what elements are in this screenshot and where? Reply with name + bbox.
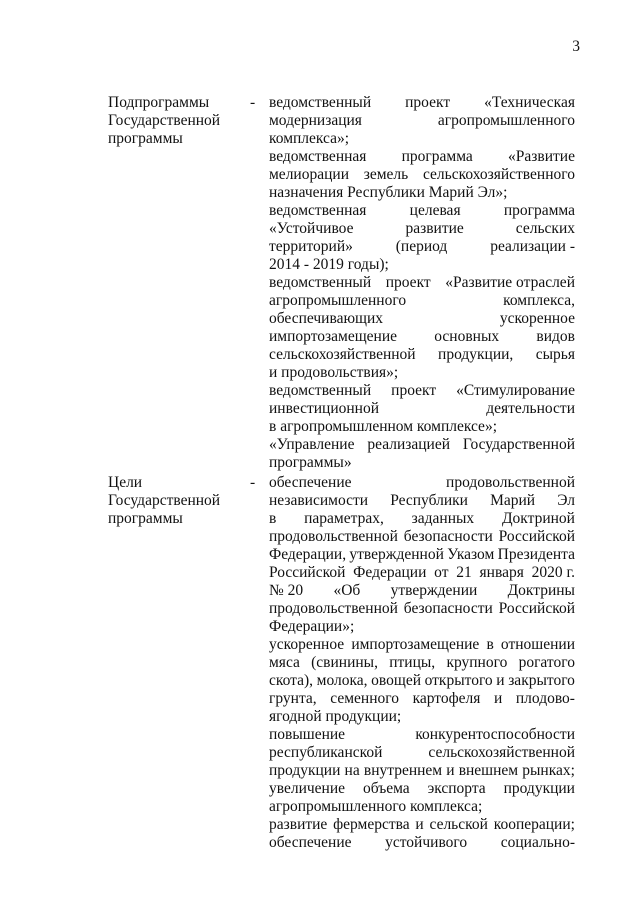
word: экспорта <box>427 780 486 797</box>
word: обеспечение <box>269 834 352 851</box>
word: «Техническая <box>484 94 575 111</box>
word: видов <box>536 328 575 345</box>
word: безопасности <box>403 528 493 545</box>
word: на <box>344 762 360 779</box>
text-line <box>269 546 575 564</box>
word: комплекса, <box>503 292 575 309</box>
word: открытого <box>424 672 493 689</box>
word: мелиорации <box>269 166 349 183</box>
word: семенного <box>330 690 399 707</box>
word: (свинины, <box>311 654 378 671</box>
word: развитие <box>405 220 464 237</box>
word: программа <box>503 202 575 219</box>
word: заданных <box>411 510 475 527</box>
label-line: программы <box>108 510 183 527</box>
text-line <box>269 220 575 238</box>
text-line <box>269 112 575 130</box>
word: грунта, <box>269 690 317 707</box>
word: сельской <box>429 816 488 833</box>
text-line <box>269 148 575 166</box>
word: продукции <box>503 780 575 797</box>
text-line <box>269 708 575 726</box>
text-line <box>269 510 575 528</box>
page-number: 3 <box>572 38 580 55</box>
word: агропромышленного <box>269 292 407 309</box>
word: молока, <box>316 672 368 689</box>
word: «Об <box>333 582 361 599</box>
word: в <box>269 510 277 527</box>
word: объема <box>362 780 410 797</box>
text-line <box>269 436 575 454</box>
word: агропромышленного <box>437 112 575 129</box>
word: программа <box>401 148 473 165</box>
word: Российской <box>498 528 575 545</box>
word: января <box>479 564 524 581</box>
dash-separator: - <box>250 474 256 491</box>
word: и <box>493 690 503 707</box>
word: продовольственной <box>269 600 398 617</box>
word: рынках; <box>522 762 575 779</box>
word: республиканской <box>269 744 383 761</box>
word: рогатого <box>518 654 575 671</box>
word: проект <box>385 274 431 291</box>
word: мяса <box>269 654 300 671</box>
text-line <box>269 672 575 690</box>
word: закрытого <box>508 672 575 689</box>
word: земель <box>363 166 409 183</box>
word: плодово- <box>515 690 575 707</box>
word: Указом <box>447 546 495 563</box>
word: Российской <box>498 600 575 617</box>
word: ягодной продукции; <box>269 708 402 725</box>
word: и <box>496 672 505 689</box>
text-line <box>269 780 575 798</box>
word: утверждении <box>390 582 478 599</box>
word: Государственной <box>462 436 575 453</box>
text-line <box>269 202 575 220</box>
word: внешнем <box>458 762 519 779</box>
word: 21 <box>456 564 472 581</box>
text-line <box>269 528 575 546</box>
text-line <box>269 726 575 744</box>
text-line <box>269 328 575 346</box>
word: обеспечивающих <box>269 310 384 327</box>
word: комплекса»; <box>269 130 350 147</box>
word: инвестиционной <box>269 400 380 417</box>
word: Марий <box>428 184 474 201</box>
word: повышение <box>269 726 346 743</box>
text-line <box>269 130 575 148</box>
text-line <box>269 238 575 256</box>
word: проект <box>405 94 451 111</box>
word: «Стимулирование <box>456 382 575 399</box>
text-line <box>269 454 575 472</box>
text-line <box>269 690 575 708</box>
text-line <box>269 816 575 834</box>
word: импортозамещение <box>351 636 480 653</box>
text-line <box>269 292 575 310</box>
word: в <box>486 636 494 653</box>
word: картофеля <box>412 690 481 707</box>
word: реализацией <box>367 436 451 453</box>
label-line: программы <box>108 130 183 147</box>
word: Федерации»; <box>269 618 355 635</box>
text-line <box>269 744 575 762</box>
word: параметрах, <box>304 510 384 527</box>
word: 2014 - 2019 годы); <box>269 256 389 273</box>
word: ведомственный <box>269 94 372 111</box>
word: птицы, <box>389 654 436 671</box>
text-line <box>269 274 575 292</box>
text-line <box>269 564 575 582</box>
word: деятельности <box>486 400 575 417</box>
word: Федерации <box>353 564 427 581</box>
word: сельскохозяйственной <box>269 346 416 363</box>
word: развитие <box>269 816 328 833</box>
word: программы» <box>269 454 352 471</box>
word: продовольственной <box>446 474 575 491</box>
text-line <box>269 166 575 184</box>
text-line <box>269 600 575 618</box>
word: ведомственная <box>269 148 367 165</box>
section-label <box>108 474 248 528</box>
dash-separator: - <box>250 94 256 111</box>
word: Российской <box>269 564 346 581</box>
word: обеспечение <box>269 474 352 491</box>
word: конкурентоспособности <box>415 726 575 743</box>
word: (период <box>395 238 448 255</box>
text-line <box>269 492 575 510</box>
word: Федерации, <box>269 546 347 563</box>
word: и <box>415 816 424 833</box>
word: овощей <box>371 672 421 689</box>
word: и продовольствия»; <box>269 364 399 381</box>
word: продукции, <box>438 346 514 363</box>
text-line <box>269 834 575 852</box>
word: ведомственный <box>269 382 372 399</box>
word: Президента <box>497 546 575 563</box>
word: продукции <box>269 762 341 779</box>
text-line <box>269 636 575 654</box>
text-line <box>269 310 575 328</box>
word: Эл»; <box>477 184 508 201</box>
word: социально- <box>500 834 575 851</box>
text-line <box>269 400 575 418</box>
word: Республики <box>390 492 468 509</box>
word: ведомственная <box>269 202 367 219</box>
section-body <box>269 474 575 852</box>
word: ускоренное <box>499 310 575 327</box>
text-line <box>269 618 575 636</box>
word: сельских <box>515 220 575 237</box>
word: «Управление <box>269 436 355 453</box>
word: Доктриной <box>501 510 575 527</box>
word: основных <box>434 328 500 345</box>
word: крупного <box>446 654 508 671</box>
word: территорий» <box>269 238 353 255</box>
section-body <box>269 94 575 472</box>
word: ускоренное <box>269 636 345 653</box>
word: реализации - <box>490 238 575 255</box>
word: «Устойчивое <box>269 220 354 237</box>
text-line <box>269 256 575 274</box>
label-line: Цели <box>108 474 143 491</box>
word: «Развитие отраслей <box>445 274 575 291</box>
text-line <box>269 346 575 364</box>
word: ведомственный <box>269 274 372 291</box>
word: Республики <box>347 184 425 201</box>
word: внутреннем <box>363 762 443 779</box>
word: сырья <box>535 346 575 363</box>
text-line <box>269 654 575 672</box>
text-line <box>269 582 575 600</box>
word: утвержденной <box>349 546 444 563</box>
text-line <box>269 184 575 202</box>
word: от <box>434 564 449 581</box>
section-label <box>108 94 248 148</box>
text-line <box>269 94 575 112</box>
word: проект <box>391 382 437 399</box>
word: 2020 г. <box>531 564 575 581</box>
word: скота), <box>269 672 314 689</box>
word: устойчивого <box>385 834 468 851</box>
text-line <box>269 418 575 436</box>
word: «Развитие <box>508 148 575 165</box>
word: назначения <box>269 184 344 201</box>
word: независимости <box>269 492 369 509</box>
word: сельскохозяйственного <box>422 166 575 183</box>
word: фермерства <box>333 816 410 833</box>
word: агропромышленного комплекса; <box>269 798 483 815</box>
word: Марий <box>490 492 536 509</box>
text-line <box>269 798 575 816</box>
text-line <box>269 474 575 492</box>
word: в агропромышленном комплексе»; <box>269 418 497 435</box>
word: модернизация <box>269 112 362 129</box>
word: увеличение <box>269 780 346 797</box>
word: продовольственной <box>269 528 398 545</box>
label-line: Государственной <box>108 492 221 509</box>
text-line <box>269 364 575 382</box>
label-line: Подпрограммы <box>108 94 210 111</box>
word: целевая <box>409 202 461 219</box>
text-line <box>269 762 575 780</box>
word: отношении <box>500 636 575 653</box>
word: безопасности <box>403 600 493 617</box>
word: сельскохозяйственной <box>428 744 575 761</box>
word: импортозамещение <box>269 328 397 345</box>
label-line: Государственной <box>108 112 221 129</box>
word: Эл <box>557 492 575 509</box>
word: № 20 <box>269 582 304 599</box>
word: Доктрины <box>507 582 575 599</box>
text-line <box>269 382 575 400</box>
word: и <box>446 762 455 779</box>
word: кооперации; <box>493 816 575 833</box>
